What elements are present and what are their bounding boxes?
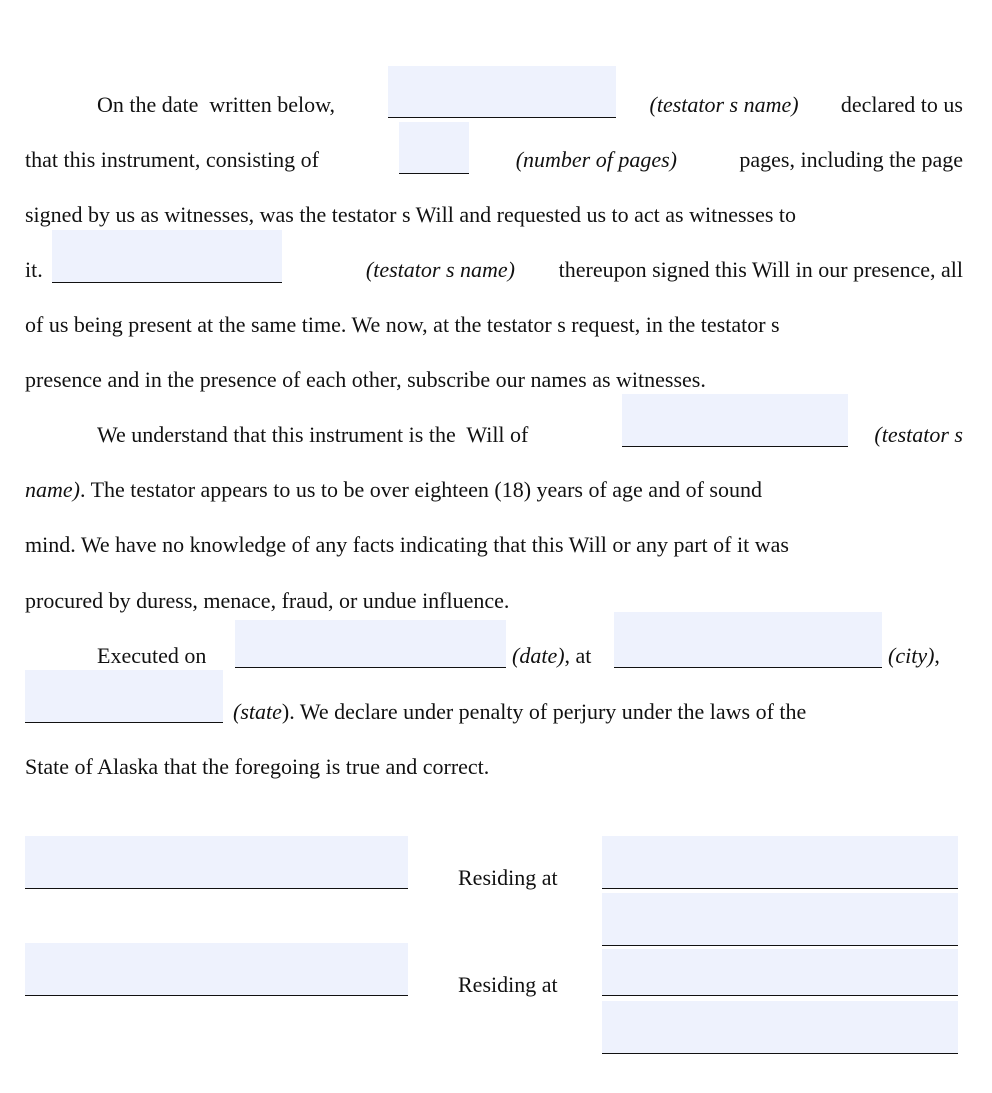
paragraph-1-line-5: of us being present at the same time. We now, at the testator s request, in the testator s xyxy=(25,312,780,337)
executed-state-field[interactable] xyxy=(25,670,223,723)
paragraph-2-line-2 xyxy=(25,475,963,505)
text: , xyxy=(934,643,940,668)
paragraph-1-line-2 xyxy=(25,145,963,175)
text: declared to us xyxy=(840,92,963,117)
field-hint: (date) xyxy=(512,643,565,668)
paragraph-2-line-3: mind. We have no knowledge of any facts indicating that this Will or any part of it was xyxy=(25,532,789,557)
witness-1-address-line-1[interactable] xyxy=(602,836,958,889)
witness-2-address-line-2[interactable] xyxy=(602,1001,958,1054)
residing-at-label-1: Residing at xyxy=(458,865,558,890)
text: We understand that this instrument is the Will of xyxy=(97,422,529,447)
text: it. xyxy=(25,257,43,282)
field-hint: (city) xyxy=(888,643,935,668)
paragraph-1-line-6: presence and in the presence of each other, subscribe our names as witnesses. xyxy=(25,367,706,392)
paragraph-3-line-3: State of Alaska that the foregoing is true and correct. xyxy=(25,754,490,779)
field-hint: name) xyxy=(25,477,80,502)
residing-at-label-2: Residing at xyxy=(458,972,558,997)
field-hint: (testator s xyxy=(874,422,963,447)
text: that this instrument, consisting of xyxy=(25,147,319,172)
text: thereupon signed this Will in our presence, all xyxy=(558,257,963,282)
date-hint-row xyxy=(512,641,591,671)
text: pages, including the page xyxy=(739,147,963,172)
text: , at xyxy=(564,643,592,668)
witness-1-address-line-2[interactable] xyxy=(602,893,958,946)
executed-date-field[interactable] xyxy=(235,620,506,668)
text: On the date written below, xyxy=(97,92,336,117)
text: . The testator appears to us to be over eighteen (18) years of age and of sound xyxy=(79,477,762,502)
field-hint: (testator s name) xyxy=(365,257,516,282)
text: ). We declare under penalty of perjury under the laws of the xyxy=(281,699,807,724)
field-hint: (testator s name) xyxy=(649,92,799,117)
paragraph-2-line-4: procured by duress, menace, fraud, or undue influence. xyxy=(25,588,510,613)
city-hint-row xyxy=(888,641,940,671)
witness-2-address-line-1[interactable] xyxy=(602,949,958,996)
witness-1-signature-field[interactable] xyxy=(25,836,408,889)
paragraph-1-line-3: signed by us as witnesses, was the testator s Will and requested us to act as witnesses to xyxy=(25,202,797,227)
witness-2-signature-field[interactable] xyxy=(25,943,408,996)
number-of-pages-field[interactable] xyxy=(399,122,469,174)
testator-name-field-1[interactable] xyxy=(388,66,616,118)
testator-name-field-2[interactable] xyxy=(52,230,282,283)
paragraph-3-line-2 xyxy=(233,697,806,727)
executed-city-field[interactable] xyxy=(614,612,882,668)
text: Executed on xyxy=(97,643,207,668)
testator-name-field-3[interactable] xyxy=(622,394,848,447)
field-hint: (number of pages) xyxy=(515,147,677,172)
field-hint: (state xyxy=(233,699,282,724)
